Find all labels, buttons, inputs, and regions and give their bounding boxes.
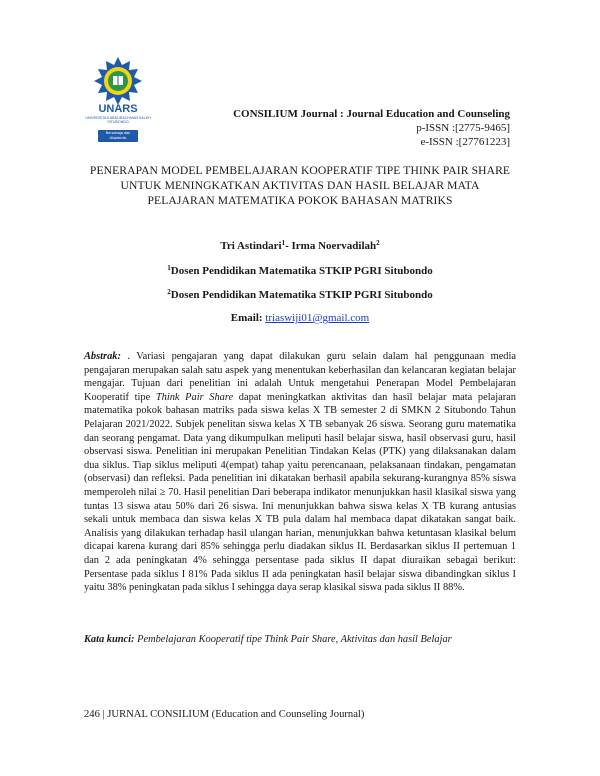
title-line-2: UNTUK MENINGKATKAN AKTIVITAS DAN HASIL BELAJAR MATA: [120, 179, 480, 192]
abstract-italic-term: Think Pair Share: [155, 391, 234, 403]
paper-title: [80, 163, 520, 208]
keywords: [84, 633, 516, 647]
affiliation-1-text: Dosen Pendidikan Matematika STKIP PGRI Situbondo: [170, 265, 433, 277]
affiliation-2-mark: 2: [167, 288, 171, 296]
title-line-3: PELAJARAN MATEMATIKA POKOK BAHASAN MATRIKS: [147, 194, 453, 207]
p-issn: p-ISSN :[2775-9465]: [416, 122, 510, 134]
affiliation-1-mark: 1: [167, 264, 171, 272]
affiliation-2-text: Dosen Pendidikan Matematika STKIP PGRI Situbondo: [170, 289, 433, 301]
email-link[interactable]: triaswiji01@gmail.com: [265, 312, 370, 324]
email-label: Email:: [230, 312, 263, 324]
journal-header: [233, 107, 510, 149]
page-footer: 246 | JURNAL CONSILIUM (Education and Counseling Journal): [84, 709, 365, 720]
keywords-text: Pembelajaran Kooperatif tipe Think Pair Share, Aktivitas dan hasil Belajar: [134, 634, 452, 645]
logo-wordmark: UNARS: [98, 103, 138, 115]
author-1: Tri Astindari: [220, 240, 282, 252]
logo-tagline: Bersahaja dan Akademis: [98, 130, 138, 142]
author-list: [60, 236, 540, 253]
affiliation-1: [60, 261, 540, 278]
author-1-mark: 1: [281, 239, 286, 247]
author-2-mark: 2: [376, 239, 380, 247]
keywords-label: Kata kunci:: [84, 634, 135, 645]
contact-email: [60, 311, 540, 325]
logo-university-name: UNIVERSITAS ABDURACHMAN SALEH SITUBONDO: [85, 116, 151, 125]
author-2: - Irma Noervadilah: [285, 240, 377, 252]
journal-name: CONSILIUM Journal : Journal Education and Counseling: [233, 108, 510, 120]
affiliation-2: [60, 285, 540, 302]
abstract-text-1: . Variasi pengajaran yang dapat dilakukan guru selain dalam hal penggunaan media pengajaran merupakan salah satu aspek yang menentukan keberhasilan dan kelancaran kegiatan belajar mengajar. Tujuan dari penelitian ini adalah Untuk mengetahui Penerapan Model Pembelajaran Kooperatif tipe: [84, 351, 516, 403]
title-line-1: PENERAPAN MODEL PEMBELAJARAN KOOPERATIF TIPE THINK PAIR SHARE: [89, 164, 511, 177]
abstract-label: Abstrak:: [84, 351, 121, 362]
abstract: [84, 350, 516, 595]
e-issn: e-ISSN :[27761223]: [420, 136, 510, 148]
abstract-text-2: dapat meningkatkan aktivitas dan hasil belajar mata pelajaran matematika pokok bahasan matriks pada siswa kelas X TB semester 2 di SMKN 2 Situbondo Tahun Pelajaran 2021/2022. Subjek penelitan siswa kelas X TB sebanyak 26 siswa. Seorang guru matematika dan seorang pengamat. Data yang dikumpulkan meliputi hasil belajar siswa, hasil observasi guru, hasil observasi siswa. Penelitian ini merupakan Penelitian Tindakan Kelas (PTK) yang dilaksanakan dalam dua siklus. Tiap siklus meliputi 4(empat) tahap yaitu perencanaan, pelaksanaan tindakan, pengamatan (observasi) dan refleksi. Pada penelitian ini dikatakan berhasil apabila sekurang-kurangnya 85% siswa memperoleh nilai ≥ 70. Hasil penelitian Dari beberapa indikator menunjukkan hasil klasikal siswa yang tuntas 13 siswa atau 50% dari 26 siswa. Ini menunjukkan bahwa siswa kelas X TB kurang antusias sekali untuk membaca dan siswa kelas X TB pula dalam hal membaca dapat dikatakan sangat baik. Analisis yang dilakukan terhadap hasil ulangan harian, menunjukkan bahwa ketuntasan klasikal belum dicapai karena kurang dari 85% sehingga perlu diadakan siklus II. Berdasarkan siklus II pertemuan 1 dan 2 ada peningkatan 4% sehingga persentase pada siklus II dapat diuraikan sebagai berikut: Persentase pada siklus I 81% Pada siklus II ada peningkatan hasil belajar siswa dibandingkan siklus I yaitu 38% peningkatan pada siklus I sehingga daya serap klasikal siswa pada siklus II 88%.: [84, 391, 516, 594]
